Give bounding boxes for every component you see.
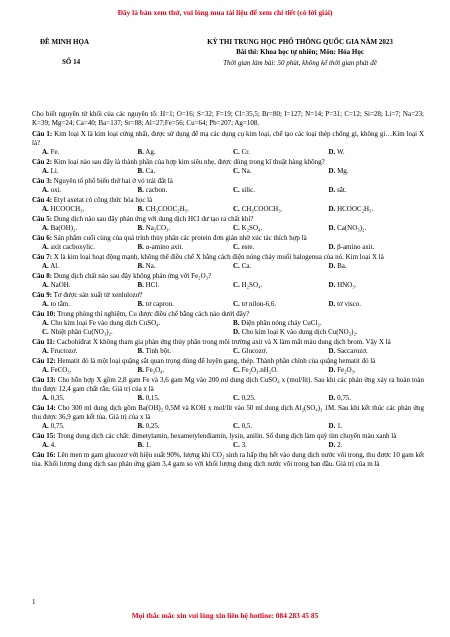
option-text: FeCO₃. (50, 366, 72, 374)
option-letter: D. (328, 205, 336, 213)
option-text: Ba(OH)₂. (50, 224, 78, 232)
question-text (32, 196, 424, 205)
answer-option (42, 328, 233, 337)
question-label: Câu 4: (32, 196, 53, 204)
option-letter: B. (137, 281, 144, 289)
answer-option (233, 186, 329, 195)
option-letter: A. (42, 394, 49, 402)
answer-option (42, 422, 138, 431)
option-text: Saccarozơ. (337, 347, 368, 355)
option-letter: D. (328, 148, 336, 156)
answer-option (329, 394, 425, 403)
option-letter: A. (42, 243, 49, 251)
question-label: Câu 12: (32, 357, 56, 365)
question-text (32, 215, 424, 224)
answer-option (233, 224, 329, 233)
options-row (32, 224, 424, 233)
option-text: HCOOCH₃. (50, 205, 85, 213)
option-text: Mg. (337, 167, 349, 175)
option-text: 3. (241, 441, 247, 449)
question-text (32, 158, 424, 167)
answer-option (42, 366, 138, 375)
question-label: Câu 5: (32, 215, 53, 223)
answer-option (42, 281, 138, 290)
answer-option (329, 281, 425, 290)
question-item (32, 272, 424, 290)
answer-option (138, 300, 234, 309)
option-text: Ca. (241, 262, 252, 270)
option-letter: B. (137, 300, 144, 308)
answer-option (138, 262, 234, 271)
option-letter: C. (233, 422, 240, 430)
answer-option (138, 347, 234, 356)
answer-option (233, 347, 329, 356)
option-letter: C. (233, 281, 240, 289)
answer-option (138, 224, 234, 233)
option-text: Fe. (50, 148, 60, 156)
question-item (32, 376, 424, 403)
option-letter: D. (328, 366, 336, 374)
options-row (32, 148, 424, 157)
option-text: 0,25. (241, 394, 256, 402)
question-item (32, 357, 424, 375)
option-text: HNO₃. (337, 281, 357, 289)
answer-option (42, 243, 138, 252)
answer-option (329, 366, 425, 375)
question-item (32, 451, 424, 469)
question-text (32, 130, 424, 148)
question-item (32, 253, 424, 271)
answer-option (138, 366, 234, 375)
answer-option (42, 186, 138, 195)
option-text: cacbon. (145, 186, 168, 194)
option-text: Cho kim loại Fe vào dung dịch CuSO₄. (50, 319, 161, 327)
left-code: SỐ 14 (62, 58, 81, 66)
exam-time: Thời gian làm bài: 50 phút, không kể thời gian phát đề (223, 59, 377, 67)
exam-title: KỲ THI TRUNG HỌC PHỔ THÔNG QUỐC GIA NĂM 2023 (207, 38, 393, 46)
option-text: NaOH. (50, 281, 71, 289)
question-text (32, 338, 424, 347)
question-item (32, 234, 424, 252)
answer-option (138, 148, 234, 157)
option-letter: A. (42, 319, 49, 327)
question-body: Cacbohiđrat X không tham gia phản ứng thủy phân trong môi trường axit và X làm mất màu dung dịch brom. Vậy X là (56, 338, 391, 346)
option-text: silic. (241, 186, 255, 194)
option-letter: B. (137, 148, 144, 156)
option-letter: B. (137, 224, 144, 232)
question-body: Lên men m gam glucozơ với hiệu suất 90%, lượng khí CO₂ sinh ra hấp thụ hết vào dung dịch nước vôi trong, thu được 10 gam kết tủa. Khối lượng dung dịch sau phản ứng giảm 3,4 gam so với khối lượng dung dịch nước vôi trong ban đầu. Giá trị của m là (32, 451, 425, 468)
option-letter: B. (137, 366, 144, 374)
option-text: Ca(NO₃)₂. (337, 224, 367, 232)
question-text (32, 432, 424, 441)
option-text: 1. (337, 422, 343, 430)
option-text: tơ nilon-6,6. (241, 300, 277, 308)
option-text: Ag. (145, 148, 156, 156)
question-body: Kim loại nào sau đây là thành phần của hợp kim siêu nhẹ, được dùng trong kĩ thuật hàng không? (53, 158, 325, 166)
bottom-banner: Mọi thắc mắc xin vui lòng xin liên hệ hotline: 084 283 45 85 (131, 611, 319, 620)
option-letter: A. (42, 422, 49, 430)
question-label: Câu 16: (32, 451, 56, 459)
option-letter: A. (42, 167, 49, 175)
answer-option (138, 243, 234, 252)
option-letter: D. (233, 328, 240, 336)
options-row (32, 167, 424, 176)
option-letter: C. (233, 186, 240, 194)
option-text: tơ visco. (337, 300, 361, 308)
option-text: Fe₃O₄. (145, 366, 165, 374)
question-item (32, 158, 424, 176)
answer-option (42, 148, 138, 157)
question-text (32, 234, 424, 243)
option-text: Al. (50, 262, 59, 270)
option-text: to tằm. (50, 300, 71, 308)
answer-option (329, 148, 425, 157)
answer-option (42, 205, 138, 214)
question-label: Câu 11: (32, 338, 56, 346)
answer-option (138, 186, 234, 195)
option-letter: B. (137, 243, 144, 251)
answer-option (329, 243, 425, 252)
question-item (32, 291, 424, 309)
answer-option (138, 422, 234, 431)
answer-option (329, 300, 425, 309)
question-body: Dung dịch nào sau đây phản ứng với dung dịch HCl dư tạo ra chất khí? (53, 215, 254, 223)
answer-option (233, 328, 424, 337)
question-body: Cho hỗn hợp X gồm 2,8 gam Fe và 3,6 gam Mg vào 200 ml dung dịch CuSO₄ x (mol/lít). Sau khi các phản ứng xảy ra hoàn toàn thu được 12,4 gam chất rắn. Giá trị của x là (32, 376, 425, 393)
question-body: Trong phòng thí nghiệm, Cu được điều chế bằng cách nào dưới đây? (57, 310, 250, 318)
option-letter: A. (42, 441, 49, 449)
option-letter: C. (233, 441, 240, 449)
question-text (32, 404, 424, 422)
answer-option (138, 441, 234, 450)
answer-option (42, 319, 233, 328)
answer-option (42, 167, 138, 176)
answer-option (329, 186, 425, 195)
question-body: Trong dung dịch các chất: đimetylamin, hexametylenđiamin, lysin, anilin. Số dung dịch làm quỳ tím chuyển màu xanh là (57, 432, 397, 440)
option-text: CH₃COOCH₃. (241, 205, 283, 213)
answer-option (233, 441, 329, 450)
question-label: Câu 9: (32, 291, 53, 299)
options-row (32, 347, 424, 356)
option-letter: A. (42, 347, 49, 355)
option-letter: D. (328, 224, 336, 232)
question-label: Câu 2: (32, 158, 53, 166)
left-title: ĐỀ MINH HỌA (40, 38, 89, 46)
answer-option (329, 224, 425, 233)
options-row (32, 262, 424, 271)
answer-option (138, 394, 234, 403)
option-text: HCOOC₂H₅. (337, 205, 374, 213)
option-letter: A. (42, 186, 49, 194)
option-text: Glucozơ. (241, 347, 268, 355)
option-text: Fe₂O₃.nH₂O. (241, 366, 279, 374)
option-letter: D. (328, 300, 336, 308)
option-letter: A. (42, 148, 49, 156)
options-row (32, 281, 424, 290)
answer-option (329, 441, 425, 450)
option-letter: B. (137, 422, 144, 430)
option-letter: B. (233, 319, 240, 327)
question-list (32, 130, 424, 469)
option-letter: C. (233, 205, 240, 213)
option-letter: B. (137, 262, 144, 270)
question-body: Nguyên tố phổ biến thứ hai ở vỏ trái đất là (53, 177, 173, 185)
option-text: tơ capron. (145, 300, 174, 308)
answer-option (138, 205, 234, 214)
option-text: Ca. (145, 167, 156, 175)
answer-option (42, 347, 138, 356)
option-text: 0,15. (145, 394, 160, 402)
option-letter: D. (328, 186, 336, 194)
option-letter: A. (42, 205, 49, 213)
option-text: oxi. (50, 186, 62, 194)
options-row (32, 441, 424, 450)
option-text: CH₃COOC₂H₅. (145, 205, 189, 213)
question-body: Tơ được sản xuất từ xenlulozơ? (53, 291, 143, 299)
question-item (32, 404, 424, 431)
exam-subject: Bài thi: Khoa học tự nhiên; Môn: Hóa Học (236, 48, 364, 56)
option-letter: D. (328, 262, 336, 270)
option-text: 0,25. (145, 422, 160, 430)
option-text: H₂SO₄. (241, 281, 263, 289)
option-letter: A. (42, 281, 49, 289)
option-text: Na. (145, 262, 156, 270)
option-letter: D. (328, 441, 336, 449)
question-body: Etyl axetat có công thức hóa học là (53, 196, 153, 204)
options-row (32, 186, 424, 195)
answer-option (233, 366, 329, 375)
question-label: Câu 6: (32, 234, 53, 242)
option-text: α-amino axit. (145, 243, 184, 251)
answer-option (233, 167, 329, 176)
option-text: Ba. (337, 262, 347, 270)
question-body: Cho 300 ml dung dịch gồm Ba(OH)₂ 0,5M và KOH x mol/lít vào 50 ml dung dịch Al₂(SO₄)₃ 1M. Sau khi kết thúc các phản ứng thu được 36,9 gam kết tủa. Giá trị của x là (32, 404, 425, 421)
option-text: Điện phân nóng chảy CuCl₂. (241, 319, 322, 327)
question-item (32, 196, 424, 214)
answer-option (233, 205, 329, 214)
answer-option (42, 224, 138, 233)
option-text: HCl. (145, 281, 160, 289)
question-text (32, 272, 424, 281)
options-row (32, 300, 424, 309)
options-row (32, 205, 424, 214)
option-letter: D. (328, 422, 336, 430)
options-row (32, 422, 424, 431)
question-body: Sản phẩm cuối cùng của quá trình thủy phân các protein đơn giản nhờ xúc tác thích hợp là (53, 234, 307, 242)
option-text: 2. (337, 441, 343, 449)
option-text: 1. (145, 441, 151, 449)
option-letter: C. (233, 243, 240, 251)
option-text: Fructozơ. (50, 347, 78, 355)
option-letter: C. (233, 148, 240, 156)
option-text: W. (336, 148, 345, 156)
option-letter: A. (42, 224, 49, 232)
question-label: Câu 13: (32, 376, 56, 384)
option-letter: C. (233, 224, 240, 232)
option-letter: A. (42, 300, 49, 308)
question-label: Câu 15: (32, 432, 56, 440)
page-number: 1 (32, 598, 36, 606)
option-letter: D. (328, 243, 336, 251)
question-body: Hematit đỏ là một loại quặng sắt quan trọng dùng để luyện gang, thép. Thành phần chính của quặng hematit đỏ là (57, 357, 376, 365)
option-text: 0,35. (50, 394, 65, 402)
option-letter: C. (233, 366, 240, 374)
options-row (32, 366, 424, 375)
question-body: Kim loại X là kim loại cứng nhất, được sử dụng để mạ các dụng cụ kim loại, chế tạo các loại thép chống gỉ, không gỉ…Kim loại X là? (32, 130, 425, 147)
option-letter: C. (233, 300, 240, 308)
option-text: 0,5. (241, 422, 253, 430)
option-text: Na₂CO₃. (145, 224, 171, 232)
option-text: 0,75. (50, 422, 65, 430)
option-text: Cr. (241, 148, 250, 156)
question-item (32, 310, 424, 337)
option-letter: B. (137, 186, 144, 194)
answer-option (233, 394, 329, 403)
answer-option (233, 281, 329, 290)
question-body: X là kim loại hoạt động mạnh, không thể điều chế X bằng cách điện nóng chảy muối halogenua của nó. Kim loại X là (53, 253, 384, 261)
question-label: Câu 8: (32, 272, 53, 280)
option-text: Cho kim loại K vào dung dịch Cu(NO₃)₂. (241, 328, 358, 336)
answer-option (329, 347, 425, 356)
option-text: Nhiệt phân Cu(NO₃)₂. (50, 328, 113, 336)
question-text (32, 451, 424, 469)
option-letter: C. (233, 347, 240, 355)
question-text (32, 291, 424, 300)
answer-option (42, 262, 138, 271)
answer-option (42, 394, 138, 403)
question-text (32, 177, 424, 186)
option-text: Tinh bột. (145, 347, 171, 355)
question-item (32, 215, 424, 233)
exam-body (32, 110, 424, 469)
option-text: axit cacboxylic. (50, 243, 95, 251)
option-text: Fe₂O₃. (337, 366, 356, 374)
option-letter: C. (233, 167, 240, 175)
option-letter: B. (137, 394, 144, 402)
option-letter: B. (137, 205, 144, 213)
question-item (32, 338, 424, 356)
question-item (32, 177, 424, 195)
answer-option (329, 205, 425, 214)
question-body: Dung dịch chất nào sau đây không phản ứng với Fe₂O₃? (53, 272, 212, 280)
question-label: Câu 7: (32, 253, 53, 261)
option-letter: B. (137, 167, 144, 175)
question-text (32, 253, 424, 262)
atomic-mass-intro: Cho biết nguyên tử khối của các nguyên tố: H=1; O=16; S=32; F=19; Cl=35,5; Br=80; I=127; N=14; P=31; C=12; Si=28; Li=7; Na=23; K=39; Mg=24; Ca=40; Ba=137; Sr=88; Al=27;Fe=56; Cu=64; Pb=207; Ag=108. (32, 110, 424, 127)
option-letter: C. (42, 328, 49, 336)
answer-option (329, 262, 425, 271)
question-item (32, 432, 424, 450)
option-letter: D. (328, 281, 336, 289)
option-letter: A. (42, 366, 49, 374)
options-row (32, 319, 424, 328)
option-letter: D. (328, 167, 336, 175)
question-label: Câu 1: (32, 130, 53, 138)
option-text: K₂SO₄. (241, 224, 263, 232)
option-text: Li. (50, 167, 59, 175)
option-text: β-amino axit. (337, 243, 375, 251)
top-banner: Đây là bản xem thử, vui lòng mua tài liệu để xem chi tiết (có lời giải) (117, 8, 333, 17)
options-row (32, 394, 424, 403)
option-letter: D. (328, 394, 336, 402)
option-letter: C. (233, 394, 240, 402)
option-text: este. (241, 243, 255, 251)
answer-option (329, 422, 425, 431)
option-letter: B. (137, 441, 144, 449)
option-letter: C. (233, 262, 240, 270)
question-label: Câu 14: (32, 404, 56, 412)
question-text (32, 376, 424, 394)
option-text: sắt. (337, 186, 347, 194)
option-letter: D. (328, 347, 336, 355)
option-text: 0,75. (337, 394, 352, 402)
question-label: Câu 3: (32, 177, 53, 185)
answer-option (138, 281, 234, 290)
answer-option (233, 300, 329, 309)
option-letter: A. (42, 262, 49, 270)
answer-option (233, 243, 329, 252)
answer-option (42, 441, 138, 450)
answer-option (233, 422, 329, 431)
answer-option (233, 262, 329, 271)
question-label: Câu 10: (32, 310, 56, 318)
answer-option (329, 167, 425, 176)
question-text (32, 310, 424, 319)
options-row (32, 328, 424, 337)
answer-option (42, 300, 138, 309)
option-text: 4. (50, 441, 56, 449)
answer-option (233, 319, 424, 328)
question-item (32, 130, 424, 157)
option-text: Na. (241, 167, 252, 175)
options-row (32, 243, 424, 252)
question-text (32, 357, 424, 366)
option-letter: B. (137, 347, 144, 355)
answer-option (138, 167, 234, 176)
answer-option (233, 148, 329, 157)
